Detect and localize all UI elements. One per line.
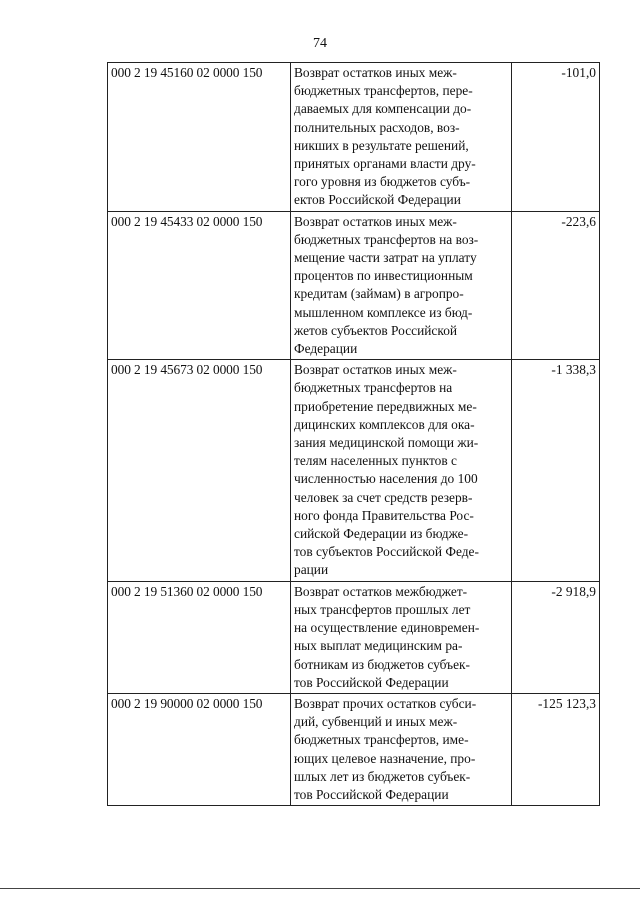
description-cell: Возврат прочих остатков субси- дий, субвенций и иных меж- бюджетных трансфертов, име- ющих целевое назначение, про- шлых лет из бюджетов субъек- тов Российской Федерации xyxy=(291,693,512,805)
budget-code-cell: 000 2 19 45160 02 0000 150 xyxy=(108,63,291,212)
budget-table xyxy=(107,62,600,806)
amount-cell: -2 918,9 xyxy=(512,581,600,693)
budget-code-cell: 000 2 19 45433 02 0000 150 xyxy=(108,211,291,360)
description-cell: Возврат остатков иных меж- бюджетных трансфертов на воз- мещение части затрат на уплату процентов по инвестиционным кредитам (займам) в агропро- мышленном комплексе из бюд- жетов субъектов Российской Федерации xyxy=(291,211,512,360)
page-bottom-divider xyxy=(0,888,640,889)
table-row xyxy=(108,63,600,212)
table-row xyxy=(108,211,600,360)
table-row xyxy=(108,360,600,581)
page-number: 74 xyxy=(313,36,327,51)
budget-code-cell: 000 2 19 90000 02 0000 150 xyxy=(108,693,291,805)
amount-cell: -223,6 xyxy=(512,211,600,360)
amount-cell: -125 123,3 xyxy=(512,693,600,805)
table-row xyxy=(108,693,600,805)
budget-code-cell: 000 2 19 51360 02 0000 150 xyxy=(108,581,291,693)
description-cell: Возврат остатков межбюджет- ных трансфертов прошлых лет на осуществление единовремен- ных выплат медицинским ра- ботникам из бюджетов субъек- тов Российской Федерации xyxy=(291,581,512,693)
budget-code-cell: 000 2 19 45673 02 0000 150 xyxy=(108,360,291,581)
description-cell: Возврат остатков иных меж- бюджетных трансфертов на приобретение передвижных ме- дицинских комплексов для ока- зания медицинской помощи жи- телям населенных пунктов с численностью населения до 100 человек за счет средств резерв- ного фонда Правительства Рос- сийской Федерации из бюдже- тов субъектов Российской Феде- рации xyxy=(291,360,512,581)
budget-table-body xyxy=(108,63,600,806)
description-cell: Возврат остатков иных меж- бюджетных трансфертов, пере- даваемых для компенсации до- полнительных расходов, воз- никших в результате решений, принятых органами власти дру- гого уровня из бюджетов субъ- ектов Российской Федерации xyxy=(291,63,512,212)
amount-cell: -1 338,3 xyxy=(512,360,600,581)
table-row xyxy=(108,581,600,693)
amount-cell: -101,0 xyxy=(512,63,600,212)
